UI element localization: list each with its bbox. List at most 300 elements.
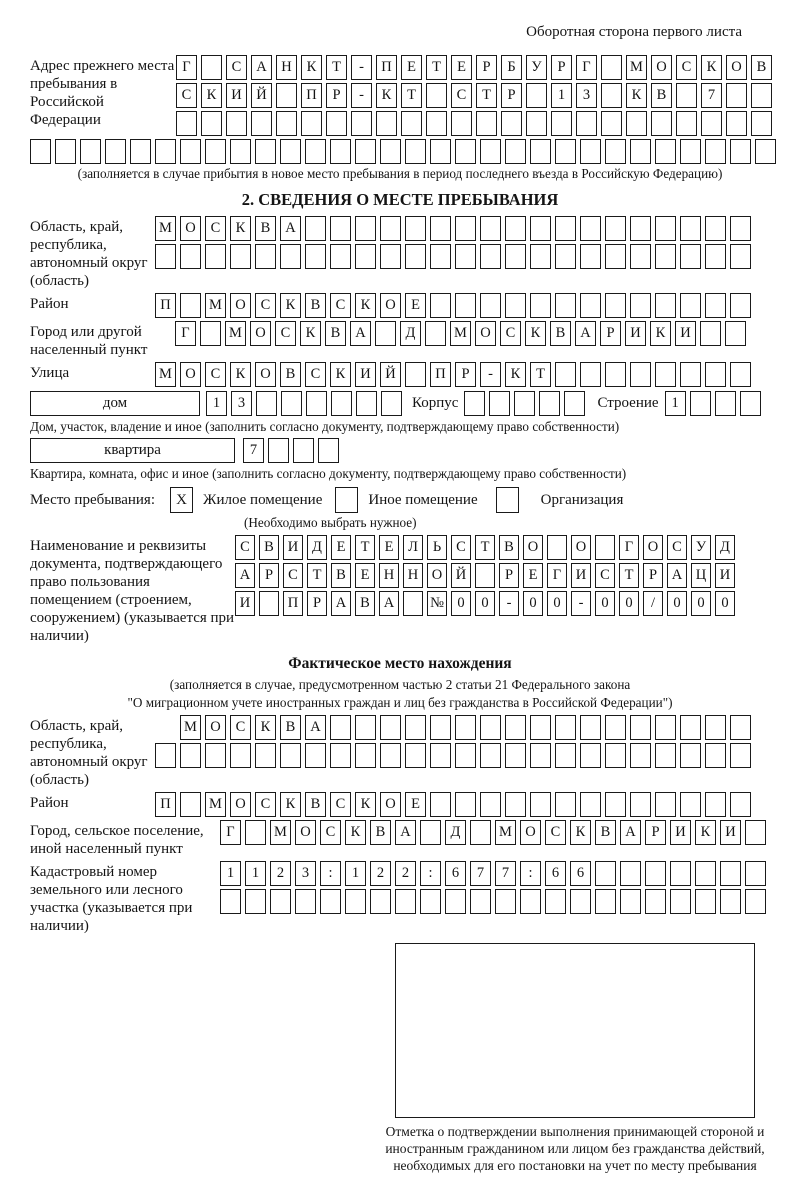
form-cell[interactable]: М: [205, 792, 226, 817]
form-cell[interactable]: [680, 715, 701, 740]
form-cell[interactable]: [530, 715, 551, 740]
form-cell[interactable]: /: [643, 591, 663, 616]
form-cell[interactable]: [695, 889, 716, 914]
form-cell[interactable]: Т: [476, 83, 497, 108]
form-cell[interactable]: [380, 715, 401, 740]
form-cell[interactable]: О: [571, 535, 591, 560]
form-cell[interactable]: [355, 139, 376, 164]
form-cell[interactable]: О: [180, 216, 201, 241]
form-cell[interactable]: О: [427, 563, 447, 588]
form-cell[interactable]: [301, 111, 322, 136]
form-cell[interactable]: [726, 111, 747, 136]
form-cell[interactable]: [205, 743, 226, 768]
form-cell[interactable]: [281, 391, 302, 416]
form-cell[interactable]: [345, 889, 366, 914]
form-cell[interactable]: [295, 889, 316, 914]
form-cell[interactable]: Г: [175, 321, 196, 346]
form-cell[interactable]: Р: [476, 55, 497, 80]
form-cell[interactable]: С: [235, 535, 255, 560]
form-cell[interactable]: [715, 391, 736, 416]
form-cell[interactable]: [130, 139, 151, 164]
form-cell[interactable]: Р: [326, 83, 347, 108]
form-cell[interactable]: О: [523, 535, 543, 560]
form-cell[interactable]: [705, 743, 726, 768]
form-cell[interactable]: [430, 293, 451, 318]
form-cell[interactable]: [630, 715, 651, 740]
form-cell[interactable]: [268, 438, 289, 463]
form-cell[interactable]: В: [370, 820, 391, 845]
form-cell[interactable]: [176, 111, 197, 136]
form-cell[interactable]: [745, 820, 766, 845]
form-cell[interactable]: [555, 715, 576, 740]
form-cell[interactable]: №: [427, 591, 447, 616]
form-cell[interactable]: В: [305, 293, 326, 318]
form-cell[interactable]: [370, 889, 391, 914]
form-cell[interactable]: М: [270, 820, 291, 845]
form-cell[interactable]: [755, 139, 776, 164]
form-cell[interactable]: 0: [547, 591, 567, 616]
form-cell[interactable]: О: [230, 293, 251, 318]
form-cell[interactable]: [355, 244, 376, 269]
form-cell[interactable]: В: [259, 535, 279, 560]
form-cell[interactable]: Е: [405, 293, 426, 318]
form-cell[interactable]: [420, 820, 441, 845]
form-cell[interactable]: М: [180, 715, 201, 740]
form-cell[interactable]: [201, 111, 222, 136]
form-cell[interactable]: Р: [307, 591, 327, 616]
form-cell[interactable]: Й: [380, 362, 401, 387]
form-cell[interactable]: [395, 889, 416, 914]
form-cell[interactable]: Р: [551, 55, 572, 80]
form-cell[interactable]: -: [571, 591, 591, 616]
form-cell[interactable]: -: [480, 362, 501, 387]
form-cell[interactable]: [626, 111, 647, 136]
form-cell[interactable]: И: [235, 591, 255, 616]
form-cell[interactable]: [259, 591, 279, 616]
form-cell[interactable]: [580, 792, 601, 817]
form-cell[interactable]: [555, 743, 576, 768]
form-cell[interactable]: [425, 321, 446, 346]
form-cell[interactable]: А: [379, 591, 399, 616]
form-cell[interactable]: О: [380, 293, 401, 318]
form-cell[interactable]: [555, 362, 576, 387]
form-cell[interactable]: [601, 55, 622, 80]
form-cell[interactable]: [630, 362, 651, 387]
form-cell[interactable]: [655, 244, 676, 269]
form-cell[interactable]: [455, 792, 476, 817]
form-cell[interactable]: [620, 889, 641, 914]
form-cell[interactable]: [630, 244, 651, 269]
form-cell[interactable]: [155, 743, 176, 768]
form-cell[interactable]: У: [526, 55, 547, 80]
form-cell[interactable]: [475, 563, 495, 588]
form-cell[interactable]: [318, 438, 339, 463]
form-cell[interactable]: А: [251, 55, 272, 80]
form-cell[interactable]: [330, 244, 351, 269]
form-cell[interactable]: [305, 743, 326, 768]
form-cell[interactable]: Г: [576, 55, 597, 80]
form-cell[interactable]: [730, 715, 751, 740]
form-cell[interactable]: [705, 362, 726, 387]
form-cell[interactable]: 3: [295, 861, 316, 886]
form-cell[interactable]: [330, 715, 351, 740]
form-cell[interactable]: С: [205, 362, 226, 387]
form-cell[interactable]: [420, 889, 441, 914]
form-cell[interactable]: [230, 743, 251, 768]
form-cell[interactable]: Е: [331, 535, 351, 560]
form-cell[interactable]: [580, 293, 601, 318]
form-cell[interactable]: [505, 792, 526, 817]
form-cell[interactable]: [251, 111, 272, 136]
form-cell[interactable]: О: [255, 362, 276, 387]
form-cell[interactable]: [530, 743, 551, 768]
kvartira-value-box[interactable]: квартира: [30, 438, 235, 463]
form-cell[interactable]: 0: [523, 591, 543, 616]
form-cell[interactable]: [526, 83, 547, 108]
form-cell[interactable]: В: [355, 591, 375, 616]
form-cell[interactable]: А: [350, 321, 371, 346]
form-cell[interactable]: И: [675, 321, 696, 346]
form-cell[interactable]: [180, 293, 201, 318]
form-cell[interactable]: Е: [523, 563, 543, 588]
form-cell[interactable]: Р: [645, 820, 666, 845]
form-cell[interactable]: А: [235, 563, 255, 588]
form-cell[interactable]: [730, 216, 751, 241]
form-cell[interactable]: 1: [665, 391, 686, 416]
form-cell[interactable]: Ц: [691, 563, 711, 588]
form-cell[interactable]: П: [301, 83, 322, 108]
form-cell[interactable]: [501, 111, 522, 136]
form-cell[interactable]: А: [620, 820, 641, 845]
form-cell[interactable]: [405, 244, 426, 269]
form-cell[interactable]: [555, 792, 576, 817]
form-cell[interactable]: [401, 111, 422, 136]
form-cell[interactable]: [351, 111, 372, 136]
form-cell[interactable]: [630, 743, 651, 768]
form-cell[interactable]: Б: [501, 55, 522, 80]
form-cell[interactable]: Й: [251, 83, 272, 108]
form-cell[interactable]: 2: [270, 861, 291, 886]
form-cell[interactable]: [276, 111, 297, 136]
form-cell[interactable]: [455, 216, 476, 241]
form-cell[interactable]: [405, 362, 426, 387]
form-cell[interactable]: [555, 293, 576, 318]
form-cell[interactable]: [105, 139, 126, 164]
form-cell[interactable]: [530, 792, 551, 817]
form-cell[interactable]: В: [651, 83, 672, 108]
form-cell[interactable]: [180, 792, 201, 817]
form-cell[interactable]: [720, 861, 741, 886]
form-cell[interactable]: [630, 139, 651, 164]
form-cell[interactable]: С: [275, 321, 296, 346]
form-cell[interactable]: И: [715, 563, 735, 588]
form-cell[interactable]: [470, 820, 491, 845]
form-cell[interactable]: А: [395, 820, 416, 845]
form-cell[interactable]: О: [205, 715, 226, 740]
form-cell[interactable]: К: [505, 362, 526, 387]
form-cell[interactable]: [180, 139, 201, 164]
form-cell[interactable]: [680, 139, 701, 164]
form-cell[interactable]: К: [355, 792, 376, 817]
form-cell[interactable]: К: [626, 83, 647, 108]
form-cell[interactable]: [255, 244, 276, 269]
form-cell[interactable]: :: [520, 861, 541, 886]
form-cell[interactable]: [455, 293, 476, 318]
form-cell[interactable]: Й: [451, 563, 471, 588]
form-cell[interactable]: [751, 111, 772, 136]
form-cell[interactable]: С: [255, 792, 276, 817]
form-cell[interactable]: И: [720, 820, 741, 845]
form-cell[interactable]: [495, 889, 516, 914]
checkbox-zhiloe-pomeschenie[interactable]: X: [170, 487, 193, 513]
form-cell[interactable]: О: [295, 820, 316, 845]
form-cell[interactable]: [751, 83, 772, 108]
form-cell[interactable]: 1: [220, 861, 241, 886]
form-cell[interactable]: [505, 743, 526, 768]
form-cell[interactable]: К: [355, 293, 376, 318]
form-cell[interactable]: [305, 216, 326, 241]
form-cell[interactable]: [530, 216, 551, 241]
form-cell[interactable]: С: [205, 216, 226, 241]
form-cell[interactable]: Г: [220, 820, 241, 845]
form-cell[interactable]: [230, 244, 251, 269]
form-cell[interactable]: 7: [701, 83, 722, 108]
form-cell[interactable]: В: [595, 820, 616, 845]
form-cell[interactable]: [690, 391, 711, 416]
form-cell[interactable]: 6: [570, 861, 591, 886]
form-cell[interactable]: [255, 139, 276, 164]
form-cell[interactable]: [695, 861, 716, 886]
form-cell[interactable]: Л: [403, 535, 423, 560]
form-cell[interactable]: [464, 391, 485, 416]
form-cell[interactable]: [701, 111, 722, 136]
form-cell[interactable]: Д: [400, 321, 421, 346]
form-cell[interactable]: [730, 244, 751, 269]
form-cell[interactable]: [480, 139, 501, 164]
form-cell[interactable]: [680, 293, 701, 318]
form-cell[interactable]: О: [380, 792, 401, 817]
form-cell[interactable]: [430, 743, 451, 768]
form-cell[interactable]: [255, 743, 276, 768]
form-cell[interactable]: Р: [455, 362, 476, 387]
form-cell[interactable]: [745, 861, 766, 886]
form-cell[interactable]: [403, 591, 423, 616]
form-cell[interactable]: [705, 216, 726, 241]
form-cell[interactable]: [730, 139, 751, 164]
form-cell[interactable]: [375, 321, 396, 346]
form-cell[interactable]: [276, 83, 297, 108]
form-cell[interactable]: М: [205, 293, 226, 318]
form-cell[interactable]: [505, 139, 526, 164]
form-cell[interactable]: [680, 362, 701, 387]
form-cell[interactable]: [376, 111, 397, 136]
form-cell[interactable]: С: [545, 820, 566, 845]
form-cell[interactable]: [580, 743, 601, 768]
form-cell[interactable]: [670, 889, 691, 914]
form-cell[interactable]: [676, 111, 697, 136]
form-cell[interactable]: Н: [379, 563, 399, 588]
form-cell[interactable]: [245, 889, 266, 914]
form-cell[interactable]: [655, 293, 676, 318]
form-cell[interactable]: [356, 391, 377, 416]
form-cell[interactable]: [380, 216, 401, 241]
form-cell[interactable]: 1: [245, 861, 266, 886]
form-cell[interactable]: К: [280, 293, 301, 318]
form-cell[interactable]: [205, 139, 226, 164]
form-cell[interactable]: [505, 715, 526, 740]
form-cell[interactable]: [201, 55, 222, 80]
form-cell[interactable]: -: [351, 83, 372, 108]
form-cell[interactable]: И: [625, 321, 646, 346]
form-cell[interactable]: [480, 715, 501, 740]
form-cell[interactable]: О: [475, 321, 496, 346]
form-cell[interactable]: [331, 391, 352, 416]
form-cell[interactable]: [580, 139, 601, 164]
form-cell[interactable]: [405, 216, 426, 241]
form-cell[interactable]: И: [355, 362, 376, 387]
form-cell[interactable]: [651, 111, 672, 136]
form-cell[interactable]: [680, 743, 701, 768]
form-cell[interactable]: К: [701, 55, 722, 80]
form-cell[interactable]: В: [305, 792, 326, 817]
form-cell[interactable]: 1: [206, 391, 227, 416]
form-cell[interactable]: С: [305, 362, 326, 387]
form-cell[interactable]: М: [450, 321, 471, 346]
form-cell[interactable]: [705, 139, 726, 164]
form-cell[interactable]: [595, 861, 616, 886]
checkbox-organizatsiya[interactable]: [496, 487, 519, 513]
form-cell[interactable]: В: [751, 55, 772, 80]
form-cell[interactable]: [451, 111, 472, 136]
form-cell[interactable]: [680, 792, 701, 817]
form-cell[interactable]: В: [280, 362, 301, 387]
form-cell[interactable]: 1: [345, 861, 366, 886]
form-cell[interactable]: [326, 111, 347, 136]
form-cell[interactable]: [280, 743, 301, 768]
form-cell[interactable]: К: [255, 715, 276, 740]
form-cell[interactable]: [426, 83, 447, 108]
form-cell[interactable]: [570, 889, 591, 914]
form-cell[interactable]: Т: [401, 83, 422, 108]
form-cell[interactable]: 2: [370, 861, 391, 886]
form-cell[interactable]: М: [495, 820, 516, 845]
form-cell[interactable]: [55, 139, 76, 164]
form-cell[interactable]: [620, 861, 641, 886]
form-cell[interactable]: [555, 216, 576, 241]
form-cell[interactable]: В: [325, 321, 346, 346]
form-cell[interactable]: Г: [176, 55, 197, 80]
form-cell[interactable]: Т: [530, 362, 551, 387]
form-cell[interactable]: :: [320, 861, 341, 886]
form-cell[interactable]: [705, 293, 726, 318]
form-cell[interactable]: 7: [243, 438, 264, 463]
form-cell[interactable]: [245, 820, 266, 845]
form-cell[interactable]: [355, 715, 376, 740]
form-cell[interactable]: [455, 244, 476, 269]
form-cell[interactable]: [740, 391, 761, 416]
form-cell[interactable]: [293, 438, 314, 463]
form-cell[interactable]: [655, 362, 676, 387]
form-cell[interactable]: [480, 244, 501, 269]
form-cell[interactable]: [205, 244, 226, 269]
form-cell[interactable]: [655, 715, 676, 740]
form-cell[interactable]: [680, 216, 701, 241]
form-cell[interactable]: [480, 216, 501, 241]
form-cell[interactable]: К: [230, 216, 251, 241]
form-cell[interactable]: [555, 139, 576, 164]
form-cell[interactable]: [539, 391, 560, 416]
form-cell[interactable]: [730, 362, 751, 387]
form-cell[interactable]: Ь: [427, 535, 447, 560]
form-cell[interactable]: [720, 889, 741, 914]
form-cell[interactable]: [455, 139, 476, 164]
form-cell[interactable]: [605, 244, 626, 269]
form-cell[interactable]: Д: [715, 535, 735, 560]
form-cell[interactable]: [605, 792, 626, 817]
form-cell[interactable]: К: [330, 362, 351, 387]
form-cell[interactable]: [514, 391, 535, 416]
form-cell[interactable]: [670, 861, 691, 886]
form-cell[interactable]: :: [420, 861, 441, 886]
form-cell[interactable]: [705, 715, 726, 740]
form-cell[interactable]: В: [499, 535, 519, 560]
form-cell[interactable]: К: [695, 820, 716, 845]
form-cell[interactable]: [470, 889, 491, 914]
form-cell[interactable]: Е: [405, 792, 426, 817]
form-cell[interactable]: К: [300, 321, 321, 346]
form-cell[interactable]: А: [667, 563, 687, 588]
form-cell[interactable]: О: [520, 820, 541, 845]
form-cell[interactable]: О: [250, 321, 271, 346]
form-cell[interactable]: [630, 792, 651, 817]
form-cell[interactable]: 3: [576, 83, 597, 108]
form-cell[interactable]: Т: [475, 535, 495, 560]
form-cell[interactable]: С: [500, 321, 521, 346]
form-cell[interactable]: [220, 889, 241, 914]
form-cell[interactable]: [305, 244, 326, 269]
form-cell[interactable]: 0: [595, 591, 615, 616]
form-cell[interactable]: [155, 244, 176, 269]
form-cell[interactable]: Р: [259, 563, 279, 588]
form-cell[interactable]: А: [331, 591, 351, 616]
form-cell[interactable]: [605, 715, 626, 740]
form-cell[interactable]: П: [430, 362, 451, 387]
form-cell[interactable]: 2: [395, 861, 416, 886]
form-cell[interactable]: [155, 139, 176, 164]
form-cell[interactable]: Д: [445, 820, 466, 845]
form-cell[interactable]: [330, 743, 351, 768]
checkbox-inoe-pomeschenie[interactable]: [335, 487, 358, 513]
form-cell[interactable]: К: [201, 83, 222, 108]
form-cell[interactable]: В: [550, 321, 571, 346]
form-cell[interactable]: [305, 139, 326, 164]
form-cell[interactable]: [645, 861, 666, 886]
form-cell[interactable]: [655, 792, 676, 817]
form-cell[interactable]: [630, 216, 651, 241]
form-cell[interactable]: [405, 743, 426, 768]
form-cell[interactable]: К: [345, 820, 366, 845]
form-cell[interactable]: 0: [667, 591, 687, 616]
form-cell[interactable]: С: [230, 715, 251, 740]
form-cell[interactable]: [601, 111, 622, 136]
form-cell[interactable]: [381, 391, 402, 416]
form-cell[interactable]: [180, 244, 201, 269]
form-cell[interactable]: [355, 216, 376, 241]
form-cell[interactable]: П: [155, 293, 176, 318]
form-cell[interactable]: Е: [451, 55, 472, 80]
form-cell[interactable]: Г: [547, 563, 567, 588]
form-cell[interactable]: В: [331, 563, 351, 588]
